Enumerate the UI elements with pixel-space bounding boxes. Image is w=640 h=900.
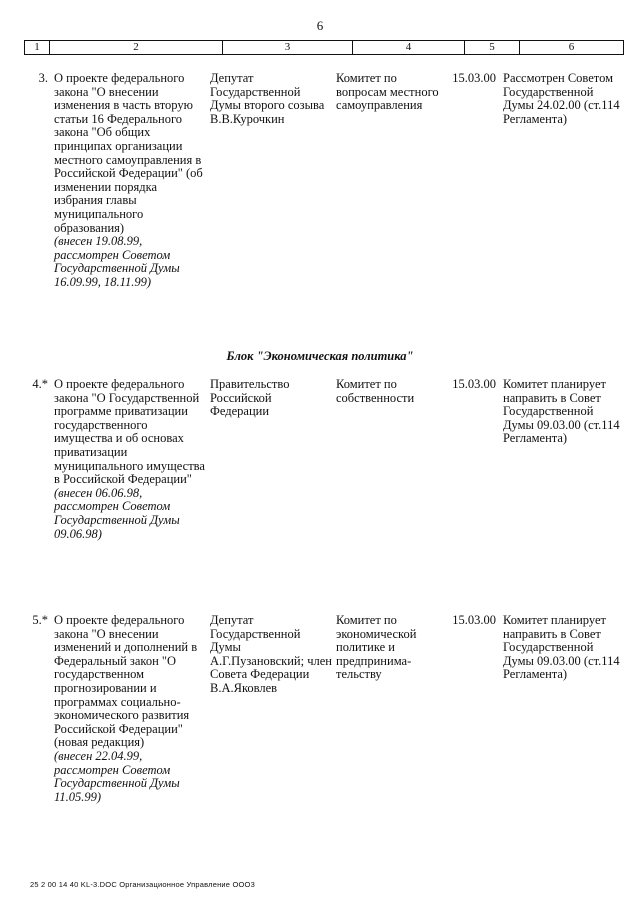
bill-author: Депутат Государственной Думы А.Г.Пузановский; член Совета Федерации В.А.Яковлев <box>210 613 332 695</box>
bill-title <box>54 614 206 804</box>
bill-note: (внесен 22.04.99, рассмотрен Советом Государственной Думы 11.05.99) <box>54 748 180 804</box>
bill-title <box>54 72 206 290</box>
row-number: 5.* <box>32 613 48 627</box>
bill-date: 15.03.00 <box>452 71 496 85</box>
table-header-row <box>24 40 624 55</box>
table-row <box>24 378 624 541</box>
bill-note: (внесен 19.08.99, рассмотрен Советом Государственной Думы 16.09.99, 18.11.99) <box>54 234 180 289</box>
bill-title-text: О проекте федерального закона "О внесении изменения в часть вторую статьи 16 Федерального закона "Об общих принципах организации местного самоуправления в Российской Федерации" (об изменении порядка избрания главы муниципального образования) <box>54 71 203 235</box>
table-row <box>24 614 624 804</box>
page-footer: 25 2 00 14 40 KL-3.DOC Организационное Управление ООО3 <box>30 880 255 889</box>
bill-author: Правительство Российской Федерации <box>210 377 290 419</box>
bill-committee: Комитет по экономической политике и предпринима-тельству <box>336 613 417 682</box>
bill-title <box>54 378 206 541</box>
bill-committee: Комитет по собственности <box>336 377 415 405</box>
bill-author: Депутат Государственной Думы второго созыва В.В.Курочкин <box>210 71 325 126</box>
bill-title-text: О проекте федерального закона "О Государственной программе приватизации государственного имущества и об основах приватизации муниципального имущества в Российской Федерации" <box>54 377 205 487</box>
page-number: 6 <box>316 18 324 33</box>
bill-note: (внесен 06.06.98, рассмотрен Советом Государственной Думы 09.06.98) <box>54 485 180 541</box>
bill-committee: Комитет по вопросам местного самоуправления <box>336 71 439 113</box>
bill-status: Комитет планирует направить в Совет Государственной Думы 09.03.00 (ст.114 Регламента) <box>503 377 620 446</box>
header-cell-4: 4 <box>353 41 465 54</box>
row-number: 3. <box>38 71 48 85</box>
bill-date: 15.03.00 <box>452 377 496 391</box>
header-cell-3: 3 <box>223 41 353 54</box>
bill-status: Рассмотрен Советом Государственной Думы 24.02.00 (ст.114 Регламента) <box>503 71 620 126</box>
header-cell-5: 5 <box>465 41 520 54</box>
block-title: Блок "Экономическая политика" <box>226 349 414 363</box>
header-cell-6: 6 <box>568 41 575 53</box>
bill-date: 15.03.00 <box>452 613 496 627</box>
bill-title-text: О проекте федерального закона "О внесении изменений и дополнений в Федеральный закон "О государственном прогнозировании и программах социально-экономического развития Российской Федерации" (новая редакция) <box>54 613 198 750</box>
header-cell-2: 2 <box>50 41 223 54</box>
table-row <box>24 72 624 290</box>
header-cell-1: 1 <box>25 41 50 54</box>
bill-status: Комитет планирует направить в Совет Государственной Думы 09.03.00 (ст.114 Регламента) <box>503 613 620 682</box>
row-number: 4.* <box>32 377 48 391</box>
